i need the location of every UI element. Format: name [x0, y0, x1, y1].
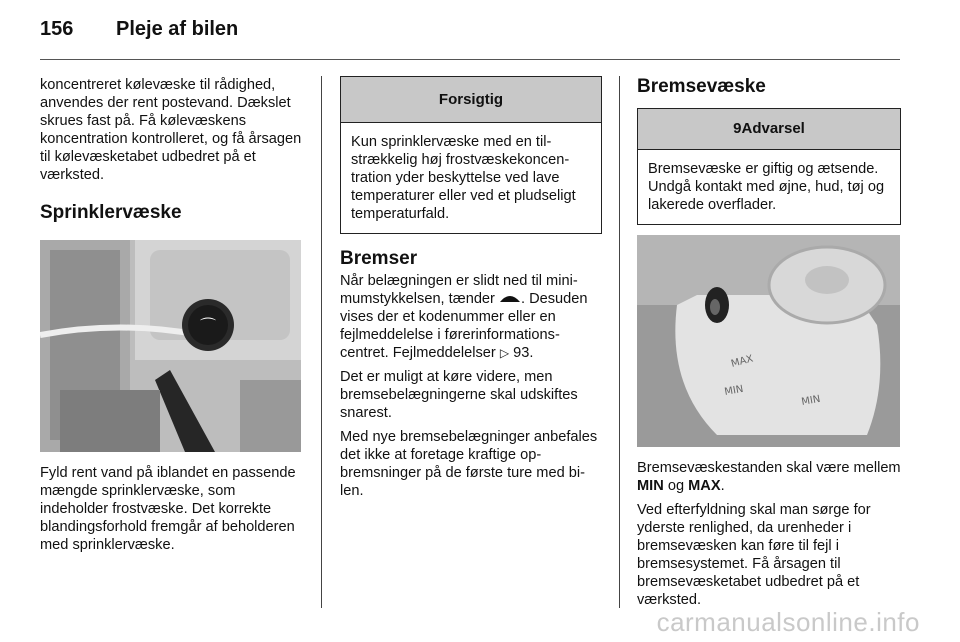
sentence-end: .: [720, 478, 725, 494]
caution-title: Forsigtig: [341, 77, 601, 123]
column-divider: [321, 76, 322, 608]
column-2: [340, 76, 602, 506]
column-3: [637, 76, 901, 615]
brake-fluid-paragraph-2: Ved efterfyldning skal man sørge for yderste renlighed, da urenheder i bremsevæsken kan føre til fejl i bremsesystemet. Få årsagen til bremsevæsketabet udbedret på et værksted.: [637, 502, 871, 608]
watermark: carmanualsonline.info: [656, 607, 920, 637]
washer-fluid-photo: [40, 240, 301, 452]
column-divider: [619, 76, 620, 608]
page-number: 156: [40, 18, 74, 40]
max-label: MAX: [688, 478, 721, 494]
section-heading-brake-fluid: Bremsevæske: [637, 76, 766, 97]
brakes-paragraph-2: Det er muligt at køre videre, men bremsebelægningerne skal udskiftes snarest.: [340, 369, 578, 421]
warning-title: Advarsel: [741, 120, 805, 137]
engine-bay-illustration: [40, 240, 301, 452]
brakes-text-b: . Desuden vises der et kodenummer eller en fejlmeddelelse i førerinformationscentret. Fejlmeddelelser: [340, 291, 588, 361]
caution-box: [340, 76, 602, 234]
warning-text: Bremsevæske er giftig og ætsende. Undgå kontakt med øjne, hud, tøj og lakerede overflader.: [648, 161, 885, 213]
coolant-paragraph: koncentreret kølevæske til rådighed, anvendes der rent postevand. Dækslet skrues fast på. Få kølevæskens koncentration kontrolleret, og få årsagen til kølevæsketabet udbedret på et værksted.: [40, 77, 302, 183]
max-mark: MAX: [729, 353, 755, 370]
page-title: Pleje af bilen: [116, 18, 239, 40]
min-mark-right: MIN: [800, 393, 822, 408]
warning-icon: 9: [733, 120, 742, 137]
brakes-paragraph-3: Med nye bremsebelægninger anbefales det ikke at foretage kraftige opbremsninger på de første ture med bilen.: [340, 429, 598, 499]
reservoir-illustration: [637, 235, 900, 447]
page-reference: 93.: [513, 345, 534, 361]
level-text: Bremsevæskestanden skal være mellem: [637, 460, 901, 476]
min-mark-left: MIN: [723, 383, 745, 398]
header-rule: [40, 59, 900, 60]
min-label: MIN: [637, 478, 664, 494]
and-text: og: [667, 478, 685, 494]
sprinkler-paragraph: Fyld rent vand på iblandet en passende mængde sprinklervæske, som indeholder frostvæske. Det korrekte blandingsforhold fremgår af beholderen med sprinklervæske.: [40, 465, 296, 553]
caution-text: Kun sprinklervæske med en tilstrækkelig høj frostvæskekoncentration yder beskyttelse ved lave temperaturer eller ved et pludseligt temperaturfald.: [351, 134, 576, 222]
brake-fluid-paragraph-1: [637, 459, 901, 495]
column-1: [40, 76, 303, 560]
brakes-paragraph-1: [340, 272, 602, 362]
brakes-text-a: Når belægningen er slidt ned til minimumstykkelsen, tænder: [340, 273, 578, 307]
section-heading-brakes: Bremser: [340, 248, 418, 269]
section-heading-sprinkler: Sprinklervæske: [40, 202, 182, 223]
warning-box: [637, 108, 901, 225]
brake-fluid-reservoir-photo: [637, 235, 900, 447]
page-reference-icon: ▷: [499, 346, 510, 360]
brake-pad-warning-icon: [499, 292, 521, 304]
svg-text:⌒: ⌒: [199, 316, 217, 335]
warning-title-row: [638, 109, 900, 150]
